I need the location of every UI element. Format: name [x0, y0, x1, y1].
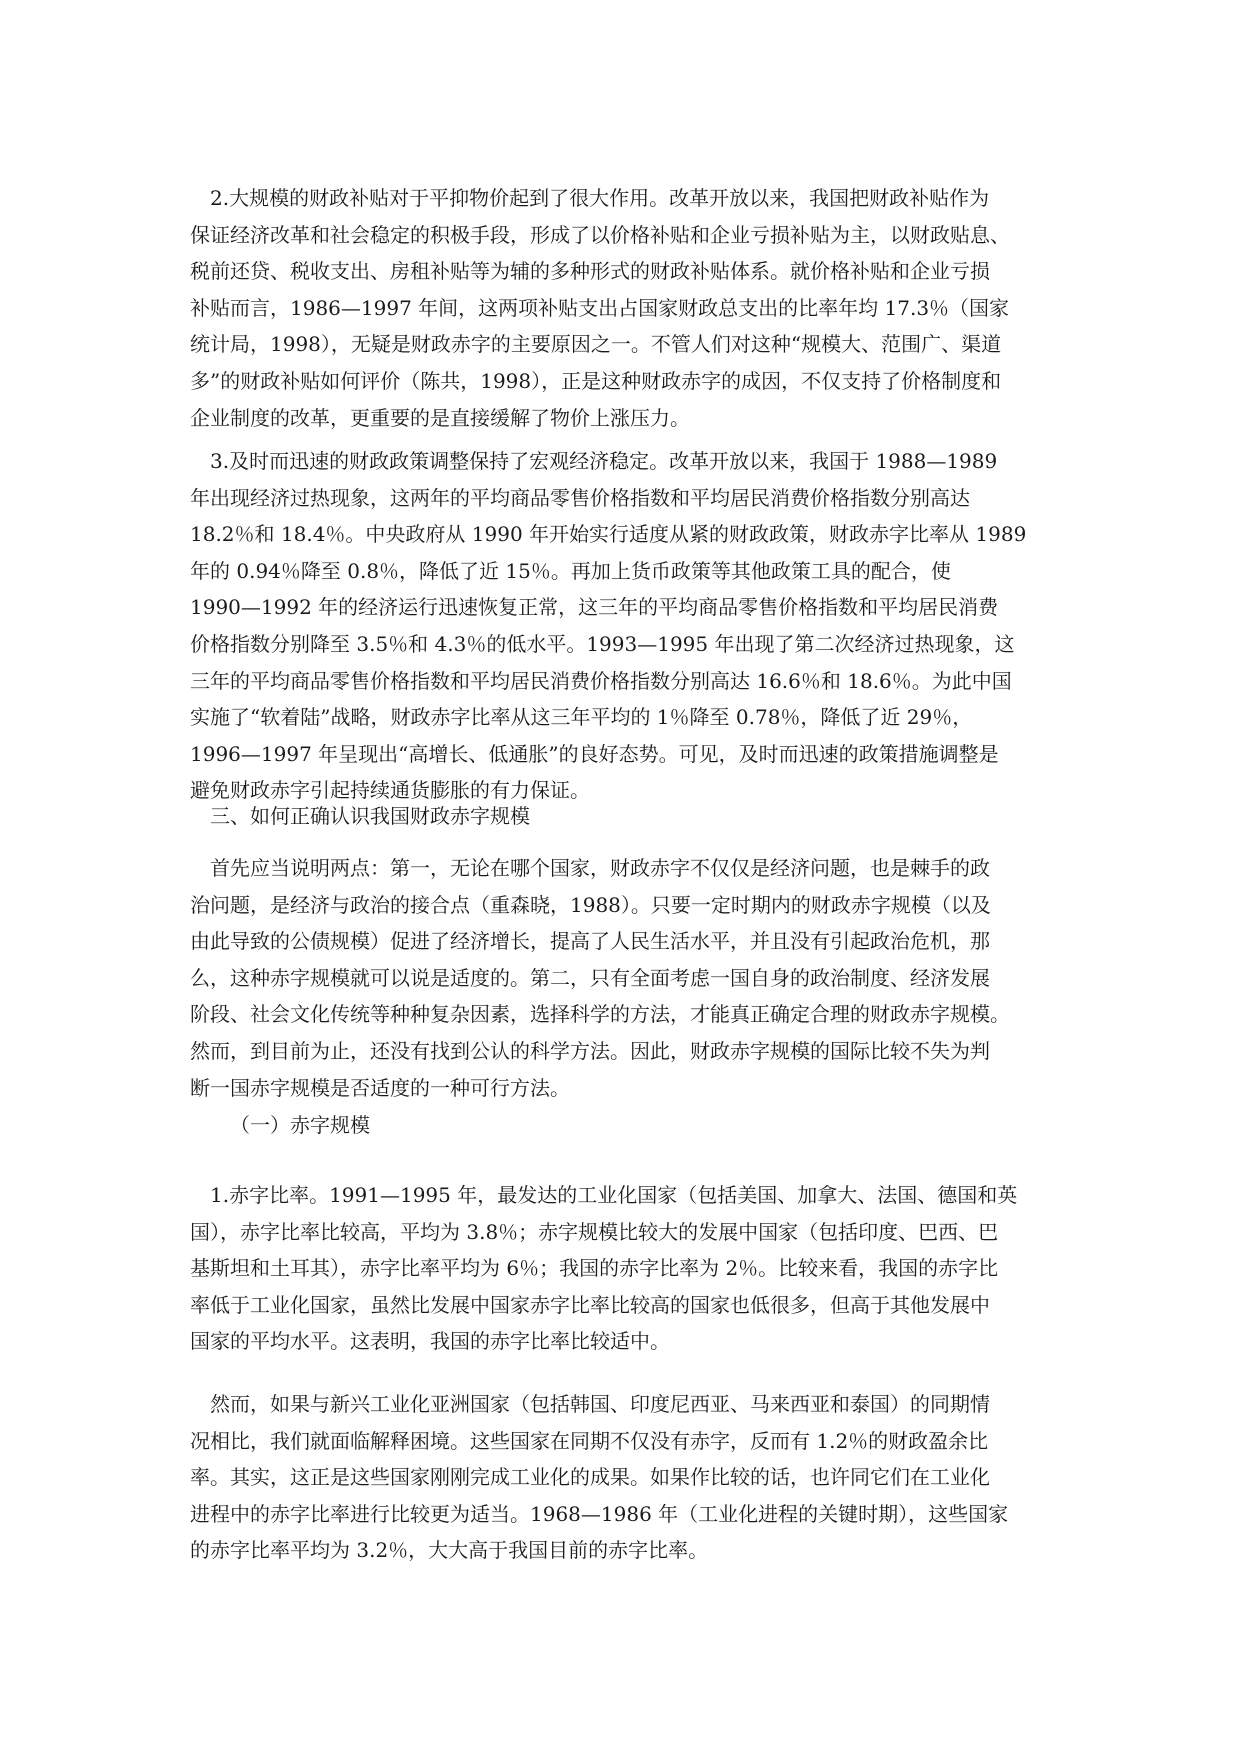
text-line: 么，这种赤字规模就可以说是适度的。第二，只有全面考虑一国自身的政治制度、经济发展 — [190, 965, 990, 990]
text-line: 补贴而言，1986—1997 年间，这两项补贴支出占国家财政总支出的比率年均 17.3％（国家 — [190, 295, 1010, 320]
subsection-heading-text: （一）赤字规模 — [230, 1113, 370, 1137]
text-line: 国家的平均水平。这表明，我国的赤字比率比较适中。 — [190, 1329, 670, 1354]
text-line: 价格指数分别降至 3.5％和 4.3％的低水平。1993—1995 年出现了第二次经济过热现象，这 — [190, 631, 1015, 656]
text-line: 三年的平均商品零售价格指数和平均居民消费价格指数分别高达 16.6％和 18.6％。为此中国 — [190, 668, 1012, 693]
text-line: 多”的财政补贴如何评价（陈共，1998），正是这种财政赤字的成因，不仅支持了价格制度和 — [190, 368, 1002, 393]
text-line: 18.2％和 18.4％。中央政府从 1990 年开始实行适度从紧的财政政策，财政赤字比率从 1989 — [190, 522, 1027, 547]
text-line: 率低于工业化国家，虽然比发展中国家赤字比率比较高的国家也低很多，但高于其他发展中 — [190, 1292, 990, 1317]
text-line: 基斯坦和土耳其），赤字比率平均为 6％；我国的赤字比率为 2％。比较来看，我国的赤字比 — [190, 1256, 999, 1281]
text-line: 1996—1997 年呈现出“高增长、低通胀”的良好态势。可见，及时而迅速的政策措施调整是 — [190, 741, 999, 766]
text-line: 然而，到目前为止，还没有找到公认的科学方法。因此，财政赤字规模的国际比较不失为判 — [190, 1038, 990, 1063]
text-line: 年的 0.94％降至 0.8％，降低了近 15％。再加上货币政策等其他政策工具的配合，使 — [190, 558, 951, 583]
paragraph-policy-adjustment — [190, 443, 1050, 809]
text-line: 税前还贷、税收支出、房租补贴等为辅的多种形式的财政补贴体系。就价格补贴和企业亏损 — [190, 259, 990, 284]
text-line: 1990—1992 年的经济运行迅速恢复正常，这三年的平均商品零售价格指数和平均居民消费 — [190, 595, 999, 620]
text-line: 实施了“软着陆”战略，财政赤字比率从这三年平均的 1％降至 0.78％，降低了近 29％， — [190, 705, 973, 730]
paragraph-deficit-ratio — [190, 1177, 1050, 1360]
paragraph-asian-comparison — [190, 1386, 1050, 1569]
paragraph-fiscal-subsidies — [190, 180, 1050, 436]
section-heading-text: 三、如何正确认识我国财政赤字规模 — [210, 804, 530, 828]
text-line: 避免财政赤字引起持续通货膨胀的有力保证。 — [190, 778, 590, 803]
text-line: 率。其实，这正是这些国家刚刚完成工业化的成果。如果作比较的话，也许同它们在工业化 — [190, 1465, 990, 1490]
text-line: 2.大规模的财政补贴对于平抑物价起到了很大作用。改革开放以来，我国把财政补贴作为 — [210, 186, 990, 210]
paragraph-two-points — [190, 850, 1050, 1106]
subsection-heading — [190, 1107, 1050, 1144]
text-line: 统计局，1998），无疑是财政赤字的主要原因之一。不管人们对这种“规模大、范围广、渠道 — [190, 332, 1002, 357]
text-line: 然而，如果与新兴工业化亚洲国家（包括韩国、印度尼西亚、马来西亚和泰国）的同期情 — [210, 1392, 990, 1416]
text-line: 首先应当说明两点：第一，无论在哪个国家，财政赤字不仅仅是经济问题，也是棘手的政 — [210, 856, 990, 880]
text-line: 3.及时而迅速的财政政策调整保持了宏观经济稳定。改革开放以来，我国于 1988—1989 — [210, 449, 998, 473]
section-heading — [190, 798, 1050, 835]
text-line: 断一国赤字规模是否适度的一种可行方法。 — [190, 1075, 570, 1100]
text-line: 国），赤字比率比较高，平均为 3.8％；赤字规模比较大的发展中国家（包括印度、巴西、巴 — [190, 1219, 999, 1244]
text-line: 年出现经济过热现象，这两年的平均商品零售价格指数和平均居民消费价格指数分别高达 — [190, 485, 970, 510]
text-line: 况相比，我们就面临解释困境。这些国家在同期不仅没有赤字，反而有 1.2％的财政盈余比 — [190, 1428, 989, 1453]
text-line: 的赤字比率平均为 3.2％，大大高于我国目前的赤字比率。 — [190, 1538, 709, 1563]
text-line: 治问题，是经济与政治的接合点（重森晓，1988）。只要一定时期内的财政赤字规模（以及 — [190, 892, 991, 917]
text-line: 阶段、社会文化传统等种种复杂因素，选择科学的方法，才能真正确定合理的财政赤字规模。 — [190, 1002, 1010, 1027]
text-line: 保证经济改革和社会稳定的积极手段，形成了以价格补贴和企业亏损补贴为主，以财政贴息、 — [190, 222, 1010, 247]
text-line: 进程中的赤字比率进行比较更为适当。1968—1986 年（工业化进程的关键时期），这些国家 — [190, 1501, 1009, 1526]
text-line: 1.赤字比率。1991—1995 年，最发达的工业化国家（包括美国、加拿大、法国、德国和英 — [210, 1183, 1018, 1207]
text-line: 由此导致的公债规模）促进了经济增长，提高了人民生活水平，并且没有引起政治危机，那 — [190, 929, 990, 954]
text-line: 企业制度的改革，更重要的是直接缓解了物价上涨压力。 — [190, 405, 690, 430]
